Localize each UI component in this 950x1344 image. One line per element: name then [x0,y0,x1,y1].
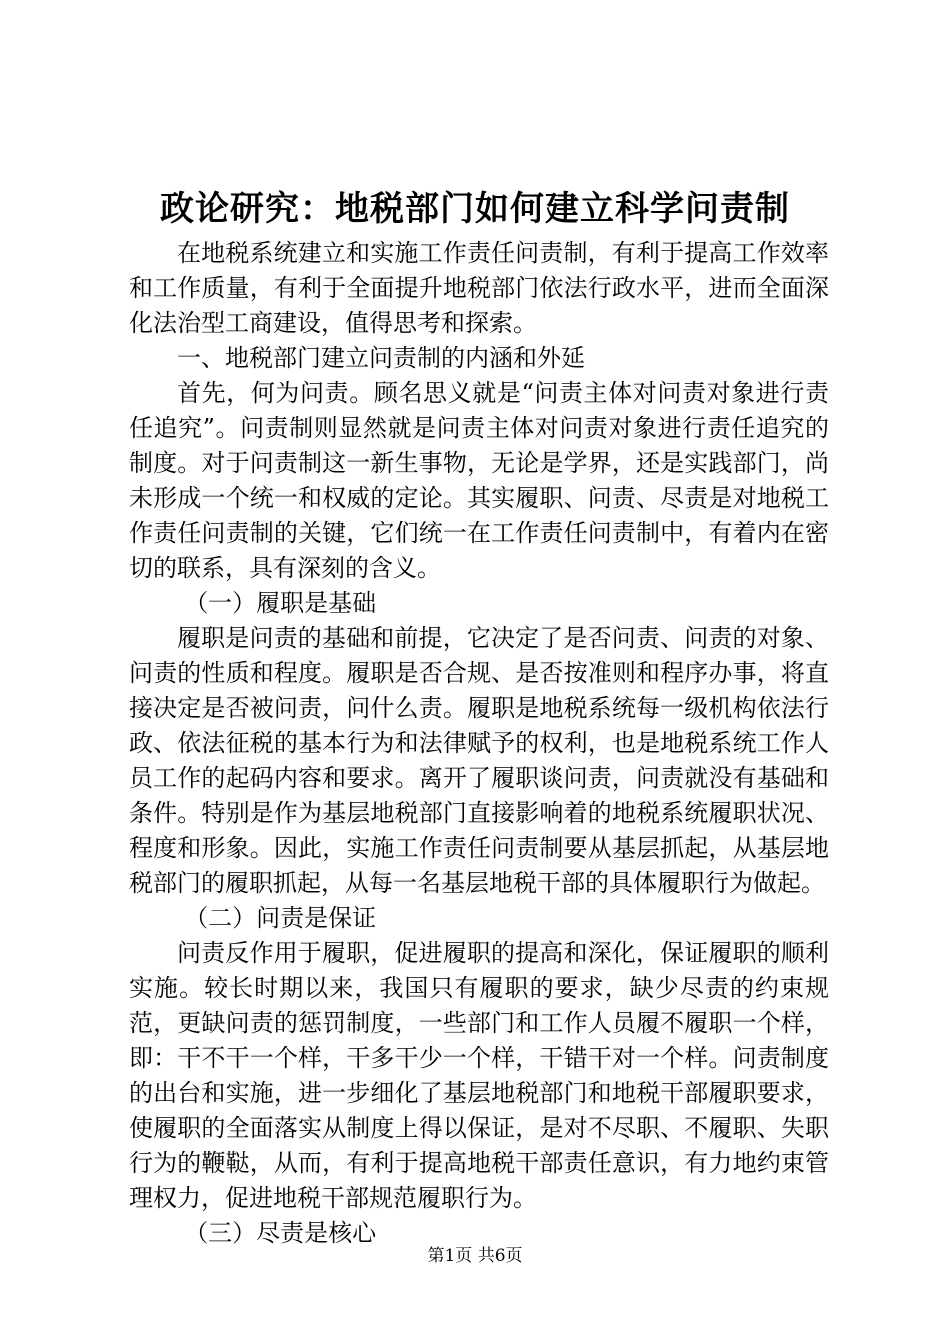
intro-paragraph: 在地税系统建立和实施工作责任问责制，有利于提高工作效率和工作质量，有利于全面提升地税部门依法行政水平，进而全面深化法治型工商建设，值得思考和探索。 [129,239,829,337]
subsection-heading-1: （一）履职是基础 [184,589,377,617]
body-paragraph: 问责反作用于履职，促进履职的提高和深化，保证履职的顺利实施。较长时期以来，我国只有履职的要求，缺少尽责的约束规范，更缺问责的惩罚制度，一些部门和工作人员履不履职一个样，即：干不干一个样，干多干少一个样，干错干对一个样。问责制度的出台和实施，进一步细化了基层地税部门和地税干部履职要求，使履职的全面落实从制度上得以保证，是对不尽职、不履职、失职行为的鞭鞑，从而，有利于提高地税干部责任意识，有力地约束管理权力，促进地税干部规范履职行为。 [129,939,829,1212]
document-body [129,236,829,1251]
page-footer: 第1页 共6页 [427,1246,523,1266]
body-paragraph: 首先，何为问责。顾名思义就是“问责主体对问责对象进行责任追究”。问责制则显然就是问责主体对问责对象进行责任追究的制度。对于问责制这一新生事物，无论是学界，还是实践部门，尚未形成一个统一和权威的定论。其实履职、问责、尽责是对地税工作责任问责制的关键，它们统一在工作责任问责制中，有着内在密切的联系，具有深刻的含义。 [129,379,829,582]
section-heading-1: 一、地税部门建立问责制的内涵和外延 [177,344,585,372]
subsection-heading-2: （二）问责是保证 [184,904,377,932]
body-paragraph: 履职是问责的基础和前提，它决定了是否问责、问责的对象、问责的性质和程度。履职是否合规、是否按准则和程序办事，将直接决定是否被问责，问什么责。履职是地税系统每一级机构依法行政、依法征税的基本行为和法律赋予的权利，也是地税系统工作人员工作的起码内容和要求。离开了履职谈问责，问责就没有基础和条件。特别是作为基层地税部门直接影响着的地税系统履职状况、程度和形象。因此，实施工作责任问责制要从基层抓起，从基层地税部门的履职抓起，从每一名基层地税干部的具体履职行为做起。 [129,624,829,897]
subsection-heading-3: （三）尽责是核心 [184,1219,377,1247]
document-title: 政论研究：地税部门如何建立科学问责制 [160,189,790,229]
